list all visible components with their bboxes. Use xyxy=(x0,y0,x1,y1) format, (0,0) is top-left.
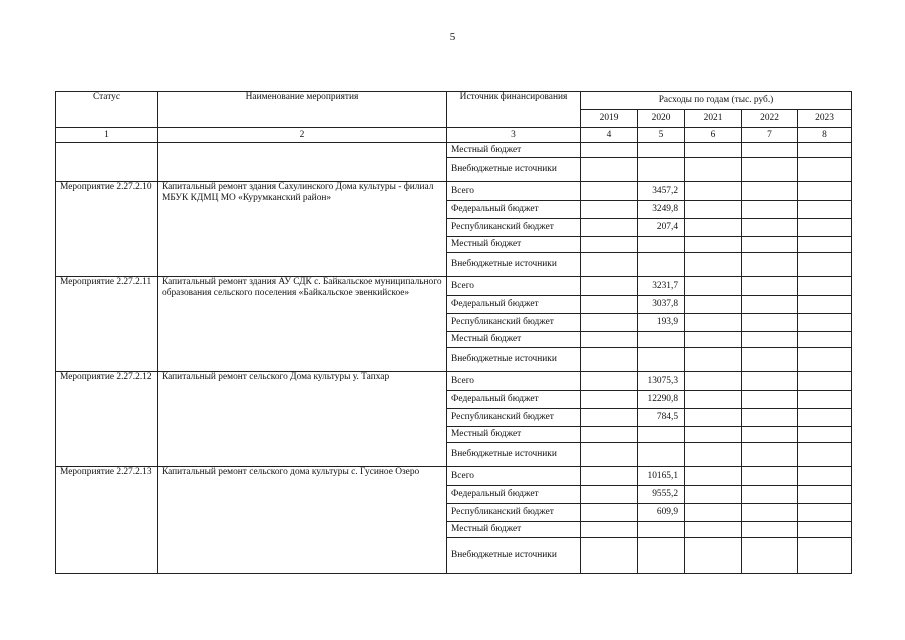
source-cell: Внебюджетные источники xyxy=(447,158,581,182)
column-numbers-row xyxy=(56,128,852,143)
value-cell: 3037,8 xyxy=(638,296,685,314)
value-cell: 207,4 xyxy=(638,219,685,237)
table-row xyxy=(56,143,852,158)
year-2020: 2020 xyxy=(638,110,685,128)
col-number: 3 xyxy=(447,128,581,143)
year-2023: 2023 xyxy=(798,110,852,128)
value-cell: 12290,8 xyxy=(638,391,685,409)
value-cell: 13075,3 xyxy=(638,372,685,391)
col-number: 7 xyxy=(742,128,798,143)
value-cell: 10165,1 xyxy=(638,467,685,486)
value-cell xyxy=(638,522,685,538)
source-cell: Федеральный бюджет xyxy=(447,486,581,504)
value-cell xyxy=(638,427,685,443)
page-number: 5 xyxy=(449,31,456,43)
source-cell: Местный бюджет xyxy=(447,143,581,158)
header-row xyxy=(56,92,852,110)
status-cell: Мероприятие 2.27.2.12 xyxy=(56,372,158,467)
value-cell: 609,9 xyxy=(638,504,685,522)
source-cell: Местный бюджет xyxy=(447,427,581,443)
value-cell: 3249,8 xyxy=(638,201,685,219)
header-expenses: Расходы по годам (тыс. руб.) xyxy=(581,92,852,110)
source-cell: Внебюджетные источники xyxy=(447,348,581,372)
name-cell: Капитальный ремонт сельского Дома культуры у. Тапхар xyxy=(158,372,447,467)
col-number: 2 xyxy=(158,128,447,143)
col-number: 4 xyxy=(581,128,638,143)
status-cell: Мероприятие 2.27.2.13 xyxy=(56,467,158,574)
value-cell: 784,5 xyxy=(638,409,685,427)
source-cell: Республиканский бюджет xyxy=(447,314,581,332)
source-cell: Республиканский бюджет xyxy=(447,504,581,522)
source-cell: Местный бюджет xyxy=(447,237,581,253)
value-cell: 9555,2 xyxy=(638,486,685,504)
name-cell xyxy=(158,143,447,182)
header-source: Источник финансирования xyxy=(447,92,581,128)
value-cell xyxy=(638,348,685,372)
value-cell xyxy=(638,253,685,277)
status-cell: Мероприятие 2.27.2.10 xyxy=(56,182,158,277)
source-cell: Республиканский бюджет xyxy=(447,219,581,237)
value-cell xyxy=(638,538,685,574)
source-cell: Республиканский бюджет xyxy=(447,409,581,427)
source-cell: Внебюджетные источники xyxy=(447,538,581,574)
table-row xyxy=(56,467,852,486)
value-cell: 3231,7 xyxy=(638,277,685,296)
source-cell: Федеральный бюджет xyxy=(447,201,581,219)
status-cell: Мероприятие 2.27.2.11 xyxy=(56,277,158,372)
name-cell: Капитальный ремонт здания Сахулинского Дома культуры - филиал МБУК КДМЦ МО «Курумканский район» xyxy=(158,182,447,277)
value-cell xyxy=(638,443,685,467)
value-cell: 193,9 xyxy=(638,314,685,332)
header-status: Статус xyxy=(56,92,158,128)
value-cell: 3457,2 xyxy=(638,182,685,201)
year-2021: 2021 xyxy=(685,110,742,128)
table-row xyxy=(56,277,852,296)
source-cell: Местный бюджет xyxy=(447,332,581,348)
source-cell: Внебюджетные источники xyxy=(447,443,581,467)
col-number: 5 xyxy=(638,128,685,143)
source-cell: Федеральный бюджет xyxy=(447,296,581,314)
source-cell: Федеральный бюджет xyxy=(447,391,581,409)
status-cell xyxy=(56,143,158,182)
table-row xyxy=(56,372,852,391)
value-cell xyxy=(638,237,685,253)
source-cell: Всего xyxy=(447,467,581,486)
source-cell: Внебюджетные источники xyxy=(447,253,581,277)
name-cell: Капитальный ремонт сельского дома культуры с. Гусиное Озеро xyxy=(158,467,447,574)
header-name: Наименование мероприятия xyxy=(158,92,447,128)
year-2019: 2019 xyxy=(581,110,638,128)
col-number: 8 xyxy=(798,128,852,143)
name-cell: Капитальный ремонт здания АУ СДК с. Байкальское муниципального образования сельского поселения «Байкальское эвенкийское» xyxy=(158,277,447,372)
source-cell: Всего xyxy=(447,372,581,391)
source-cell: Всего xyxy=(447,182,581,201)
source-cell: Всего xyxy=(447,277,581,296)
year-2022: 2022 xyxy=(742,110,798,128)
source-cell: Местный бюджет xyxy=(447,522,581,538)
value-cell xyxy=(638,332,685,348)
col-number: 1 xyxy=(56,128,158,143)
col-number: 6 xyxy=(685,128,742,143)
table-row xyxy=(56,182,852,201)
budget-table xyxy=(55,91,852,574)
